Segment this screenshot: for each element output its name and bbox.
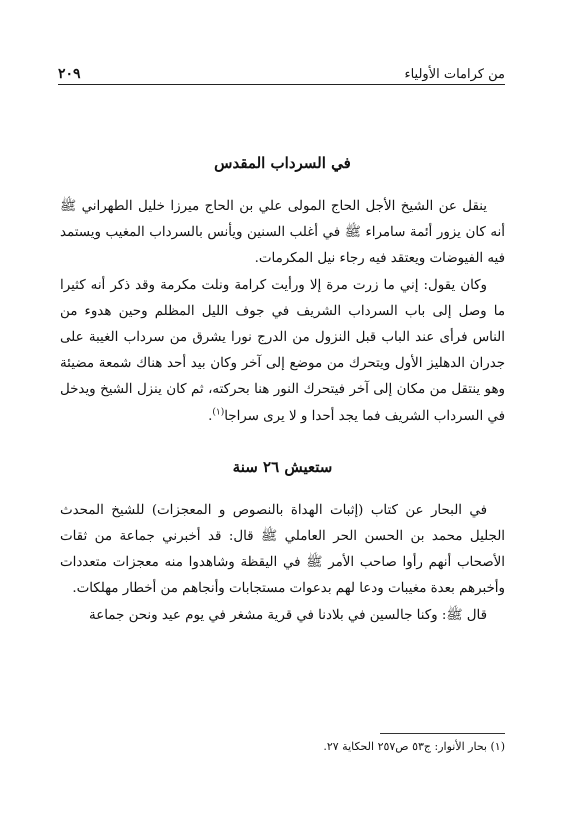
paragraph: قال ﷺ: وكنا جالسين في بلادنا في قرية مشغر في يوم عيد ونحن جماعة — [89, 607, 487, 623]
section-title: ستعيش ٢٦ سنة — [232, 457, 333, 476]
page-body — [60, 150, 505, 629]
running-title: من كرامات الأولياء — [404, 67, 505, 82]
footnote: (١) بحار الأنوار: ج٥٣ ص٢٥٧ الحكاية ٢٧. — [323, 740, 505, 753]
footnote-divider — [380, 733, 505, 734]
page-number: ٢٠٩ — [58, 66, 81, 82]
paragraph-text: وكان يقول: إني ما زرت مرة إلا ورأيت كرامة ونلت مكرمة وقد ذكر أنه كثيرا ما وصل إلى باب السرداب الشريف في جوف الليل المظلم وحين هدوء من الناس فرأى عند الباب قبل النزول من الدرج نورا يشرق من سرداب الغيبة على جدران الدهليز الأول ويتحرك من موضع إلى آخر وكان بيد أحد هناك شمعة مضيئة وهو ينتقل من مكان إلى آخر فيتحرك النور هنا بحركته، ثم كان ينزل الشيخ ويدخل في السرداب الشريف فما يجد أحدا و لا يرى سراجا — [60, 277, 505, 424]
paragraph: في البحار عن كتاب (إثبات الهداة بالنصوص و المعجزات) للشيخ المحدث الجليل محمد بن الحسن الحر العاملي ﷺ قال: قد أخبرني جماعة من ثقات الأصحاب أنهم رأوا صاحب الأمر ﷺ في اليقظة وشاهدوا منه معجزات متعددات وأخبرهم بعدة مغيبات ودعا لهم بدعوات مستجابات وأنجاهم من أخطار مهلكات. — [60, 502, 505, 597]
header-divider — [58, 84, 505, 85]
footnote-marker: (١) — [212, 407, 225, 418]
page-header — [58, 58, 505, 82]
section-title: في السرداب المقدس — [214, 154, 351, 172]
paragraph: ينقل عن الشيخ الأجل الحاج المولى علي بن الحاج ميرزا خليل الطهراني ﷺ أنه كان يزور أئمة سامراء ﷺ في أغلب السنين ويأنس بالسرداب المغيب ويستمد فيه الفيوضات ويعتقد فيه رجاء نيل المكرمات. — [60, 199, 505, 267]
paragraph: وكان يقول: إني ما زرت مرة إلا ورأيت كرامة ونلت مكرمة وقد ذكر أنه كثيرا ما وصل إلى باب السرداب الشريف في جوف الليل المظلم وحين هدوء من الناس فرأى عند الباب قبل النزول من الدرج نورا يشرق من سرداب الغيبة على جدران الدهليز الأول ويتحرك من موضع إلى آخر وكان بيد أحد هناك شمعة مضيئة وهو ينتقل من مكان إلى آخر فيتحرك النور هنا بحركته، ثم كان ينزل الشيخ ويدخل في السرداب الشريف فما يجد أحدا و لا يرى سراجا$^{(١)}$. — [60, 277, 505, 424]
